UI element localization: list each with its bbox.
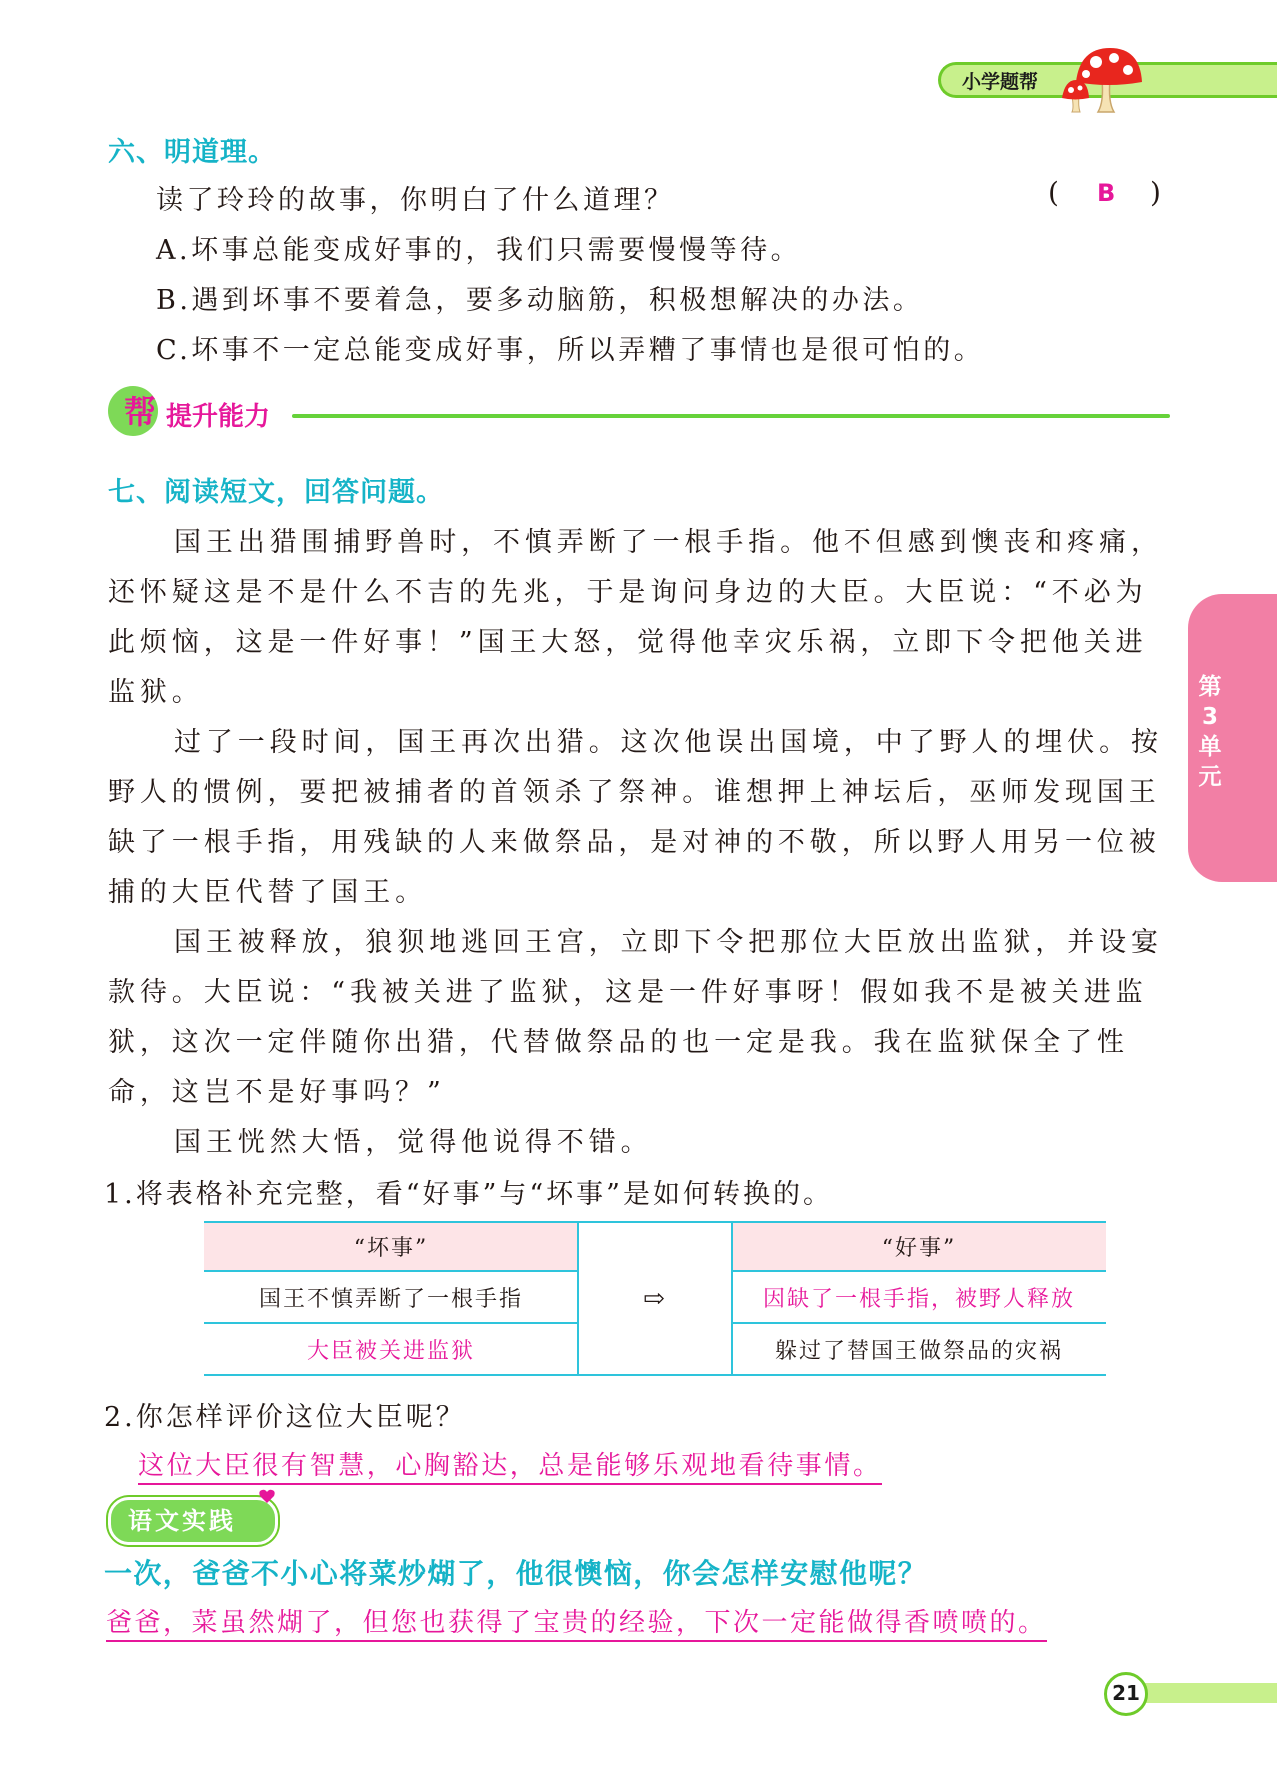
- header-title: 小学题帮: [962, 71, 1039, 93]
- table-grid: [204, 1221, 1106, 1376]
- passage-line: 国王被释放，狼狈地逃回王宫，立即下令把那位大臣放出监狱，并设宴: [174, 927, 1163, 958]
- passage-line: 狱，这次一定伴随你出猎，代替做祭品的也一定是我。我在监狱保全了性: [108, 1027, 1129, 1058]
- table-cell-answer: 大臣被关进监狱: [306, 1339, 475, 1364]
- passage-line: 命，这岂不是好事吗？”: [108, 1077, 446, 1108]
- section-6-answer: B: [1097, 179, 1116, 207]
- passage-line: 还怀疑这是不是什么不吉的先兆，于是询问身边的大臣。大臣说：“不必为: [108, 577, 1148, 608]
- banner-title: 提升能力: [166, 402, 271, 432]
- table-cell: 躲过了替国王做祭品的灾祸: [774, 1339, 1063, 1364]
- section-7-heading: 七、阅读短文，回答问题。: [108, 477, 444, 508]
- heart-icon: [258, 1488, 276, 1504]
- passage-line: 此烦恼，这是一件好事！”国王大怒，觉得他幸灾乐祸，立即下令把他关进: [108, 627, 1148, 658]
- conversion-table: [204, 1221, 1106, 1376]
- page-number: 21: [1112, 1681, 1140, 1705]
- answer-paren-close: ): [1150, 176, 1161, 209]
- passage-line: 缺了一根手指，用残缺的人来做祭品，是对神的不敬，所以野人用另一位被: [108, 827, 1161, 858]
- option-b: B.遇到坏事不要着急，要多动脑筋，积极想解决的办法。: [156, 285, 924, 316]
- passage-line: 捕的大臣代替了国王。: [108, 877, 427, 908]
- option-c: C.坏事不一定总能变成好事，所以弄糟了事情也是很可怕的。: [156, 335, 985, 366]
- section-6-heading: 六、明道理。: [108, 137, 276, 168]
- passage-line: 野人的惯例，要把被捕者的首领杀了祭神。谁想押上神坛后，巫师发现国王: [108, 777, 1161, 808]
- question-2: 2.你怎样评价这位大臣呢？: [104, 1402, 466, 1433]
- passage-line: 监狱。: [108, 677, 204, 708]
- passage-line: 过了一段时间，国王再次出猎。这次他误出国境，中了野人的埋伏。按: [174, 727, 1163, 758]
- answer-2-wrap: [138, 1445, 882, 1482]
- practice-question: 一次，爸爸不小心将菜炒煳了，他很懊恼，你会怎样安慰他呢？: [104, 1557, 928, 1590]
- passage-line: 国王恍然大悟，觉得他说得不错。: [174, 1127, 653, 1158]
- practice-badge-label: 语文实践: [128, 1506, 236, 1535]
- unit-side-label: 第3单元: [1198, 674, 1222, 790]
- arrow-icon: ⇨: [643, 1283, 667, 1314]
- table-header-good: “好事”: [732, 1221, 1106, 1271]
- practice-answer-wrap: [106, 1602, 1047, 1639]
- practice-answer: 爸爸，菜虽然煳了，但您也获得了宝贵的经验，下次一定能做得香喷喷的。: [106, 1608, 1047, 1642]
- banner-divider: [292, 414, 1170, 418]
- table-cell-answer: 因缺了一根手指，被野人释放: [762, 1286, 1075, 1312]
- passage-line: 国王出猎围捕野兽时，不慎弄断了一根手指。他不但感到懊丧和疼痛，: [174, 527, 1163, 558]
- banner-badge-char: 帮: [124, 393, 157, 431]
- question-1: 1.将表格补充完整，看“好事”与“坏事”是如何转换的。: [104, 1179, 833, 1210]
- passage-line: 款待。大臣说：“我被关进了监狱，这是一件好事呀！假如我不是被关进监: [108, 977, 1148, 1008]
- section-6-question: 读了玲玲的故事，你明白了什么道理？: [156, 185, 675, 216]
- answer-paren-open: (: [1048, 176, 1059, 209]
- answer-2: 这位大臣很有智慧，心胸豁达，总是能够乐观地看待事情。: [138, 1451, 882, 1485]
- table-header-bad: “坏事”: [204, 1221, 578, 1271]
- mushroom-icon: [1062, 44, 1146, 116]
- option-a: A.坏事总能变成好事的，我们只需要慢慢等待。: [156, 235, 802, 266]
- table-cell: 国王不慎弄断了一根手指: [258, 1286, 523, 1312]
- footer-bar: [1130, 1683, 1277, 1703]
